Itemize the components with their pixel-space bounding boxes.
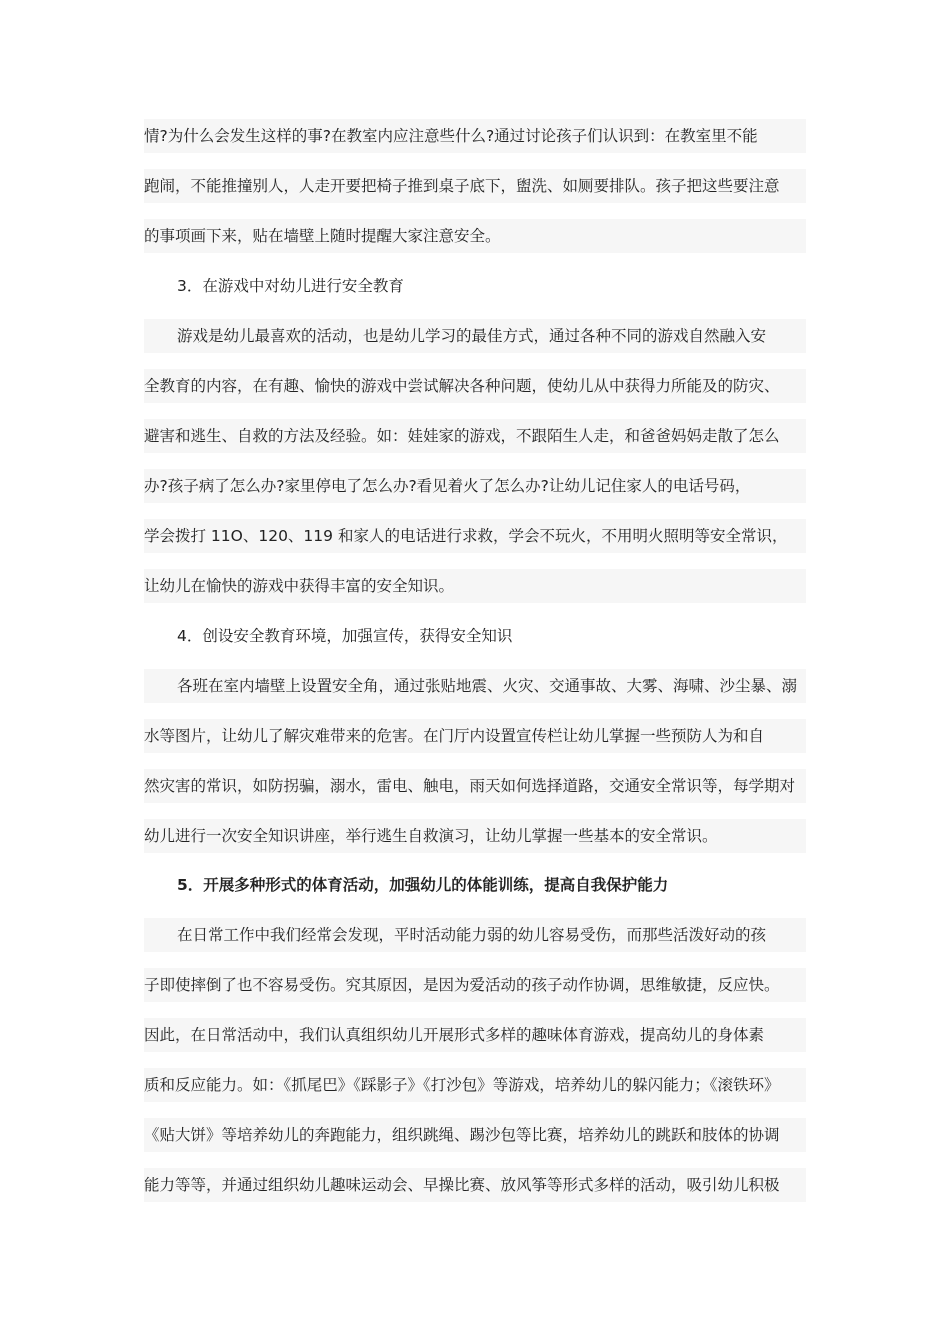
body-text-line: 在日常工作中我们经常会发现，平时活动能力弱的幼儿容易受伤，而那些活泼好动的孩 xyxy=(144,918,806,952)
body-text-line: 因此，在日常活动中，我们认真组织幼儿开展形式多样的趣味体育游戏，提高幼儿的身体素 xyxy=(144,1018,806,1052)
body-text-line: 办?孩子病了怎么办?家里停电了怎么办?看见着火了怎么办?让幼儿记住家人的电话号码， xyxy=(144,469,806,503)
body-text-line: 幼儿进行一次安全知识讲座，举行逃生自救演习，让幼儿掌握一些基本的安全常识。 xyxy=(144,819,806,853)
body-text-line: 的事项画下来，贴在墙壁上随时提醒大家注意安全。 xyxy=(144,219,806,253)
section-heading-5: 5．开展多种形式的体育活动，加强幼儿的体能训练，提高自我保护能力 xyxy=(177,876,669,894)
body-text-line: 让幼儿在愉快的游戏中获得丰富的安全知识。 xyxy=(144,569,806,603)
body-text-line: 然灾害的常识，如防拐骗，溺水，雷电、触电，雨天如何选择道路，交通安全常识等，每学期对 xyxy=(144,769,806,803)
body-text-line: 《贴大饼》等培养幼儿的奔跑能力，组织跳绳、踢沙包等比赛，培养幼儿的跳跃和肢体的协调 xyxy=(144,1118,806,1152)
body-text-line: 能力等等，并通过组织幼儿趣味运动会、早操比赛、放风筝等形式多样的活动，吸引幼儿积极 xyxy=(144,1168,806,1202)
body-text-line: 各班在室内墙壁上设置安全角，通过张贴地震、火灾、交通事故、大雾、海啸、沙尘暴、溺 xyxy=(144,669,806,703)
body-text-line: 跑闹，不能推撞别人，人走开要把椅子推到桌子底下，盥洗、如厕要排队。孩子把这些要注意 xyxy=(144,169,806,203)
body-text-line: 全教育的内容，在有趣、愉快的游戏中尝试解决各种问题，使幼儿从中获得力所能及的防灾、 xyxy=(144,369,806,403)
section-heading-4: 4．创设安全教育环境，加强宣传，获得安全知识 xyxy=(177,627,513,645)
body-text-line: 避害和逃生、自救的方法及经验。如：娃娃家的游戏，不跟陌生人走，和爸爸妈妈走散了怎么 xyxy=(144,419,806,453)
body-text-line: 学会拨打 11O、120、119 和家人的电话进行求救，学会不玩火，不用明火照明等安全常识， xyxy=(144,519,806,553)
body-text-line: 质和反应能力。如：《抓尾巴》《踩影子》《打沙包》等游戏，培养幼儿的躲闪能力；《滚铁环》 xyxy=(144,1068,806,1102)
body-text-line: 游戏是幼儿最喜欢的活动，也是幼儿学习的最佳方式，通过各种不同的游戏自然融入安 xyxy=(144,319,806,353)
body-text-line: 情?为什么会发生这样的事?在教室内应注意些什么?通过讨论孩子们认识到：在教室里不能 xyxy=(144,119,806,153)
body-text-line: 水等图片，让幼儿了解灾难带来的危害。在门厅内设置宣传栏让幼儿掌握一些预防人为和自 xyxy=(144,719,806,753)
section-heading-3: 3．在游戏中对幼儿进行安全教育 xyxy=(177,277,404,295)
body-text-line: 子即使摔倒了也不容易受伤。究其原因，是因为爱活动的孩子动作协调，思维敏捷，反应快。 xyxy=(144,968,806,1002)
